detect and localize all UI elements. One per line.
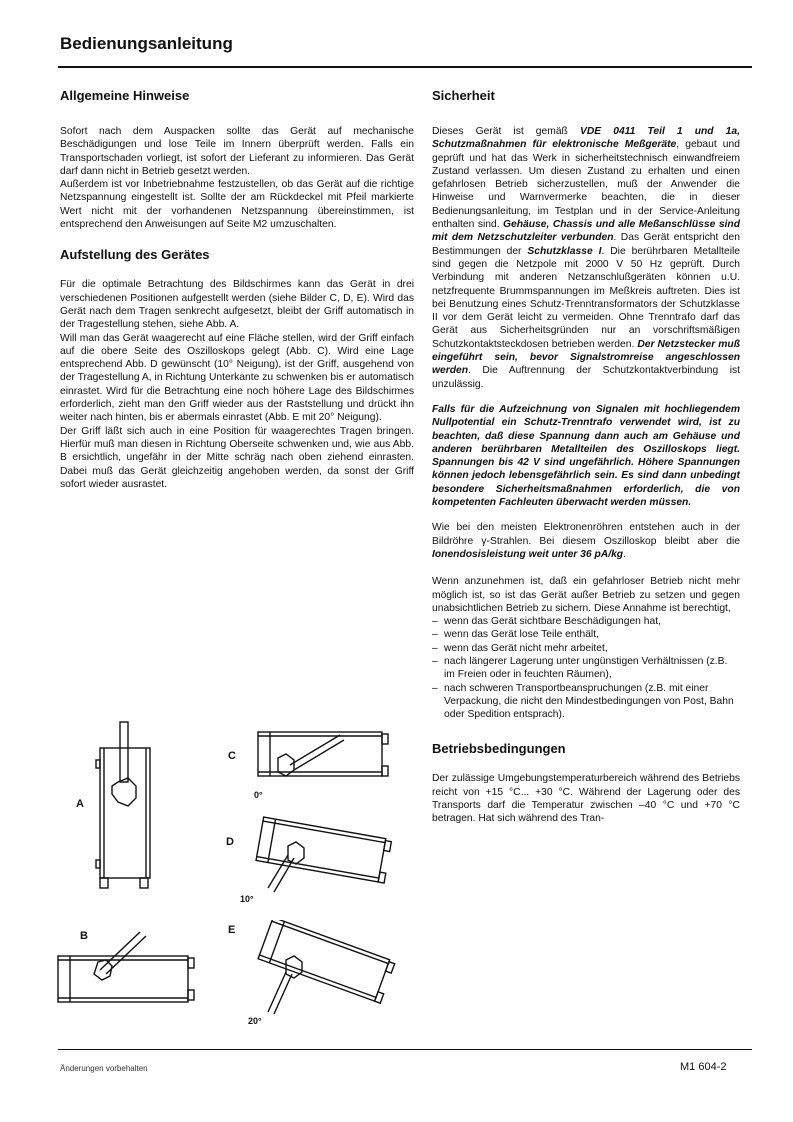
footer-note: Änderungen vorbehalten xyxy=(60,1064,148,1073)
voltage-warning-text: Falls für die Aufzeichnung von Signalen mit hochliegendem Nullpotential ein Schutz-Trenntrafo verwendet wird, ist zu beachten, daß diese Spannung dann auch am Gehäuse und anderen berührbaren Metallteilen des Oszilloskops liegt. Spannungen bis 42 V sind ungefährlich. Höhere Spannungen können jedoch lebensgefährlich sein. Es sind dann unbedingt besondere Sicherheitsmaßnahmen erforderlich, die von kompetenten Fachleuten überwacht werden müssen xyxy=(432,403,740,509)
figure-angle-c: 0° xyxy=(254,790,263,800)
shutdown-conditions-list xyxy=(432,615,740,721)
heading-general: Allgemeine Hinweise xyxy=(60,88,190,103)
figure-c-horizontal xyxy=(250,720,390,790)
shutdown-para: Wenn anzunehmen ist, daß ein gefahrloser Betrieb nicht mehr möglich ist, so ist das Gerät außer Betrieb zu setzen und gegen unabsichtlichen Betrieb zu sichern. Diese Annahme ist berechtigt, xyxy=(432,576,740,614)
figure-angle-d: 10° xyxy=(240,894,254,904)
general-para-2: Außerdem ist vor Inbetriebnahme festzustellen, ob das Gerät auf die richtige Netzspannung eingestellt ist. Sollte der am Rückdeckel mit Pfeil markierte Wert nicht mit der vorhandenen Netzspannung übereinstimmen, ist entsprechend den Anweisungen auf Seite M2 umzuschalten. xyxy=(60,179,414,231)
radiation-text: Wie bei den meisten Elektronenröhren entstehen auch in der Bildröhre γ-Strahlen. Bei diesem Oszilloskop bleibt aber die xyxy=(432,522,740,547)
list-item: – wenn das Gerät sichtbare Beschädigungen hat, xyxy=(432,615,740,628)
safety-text-3: . Das Gerät entspricht den Bestimmungen der xyxy=(432,232,740,257)
safety-text-5: . Die Auftrennung der Schutzkontaktverbindung ist unzulässig. xyxy=(432,365,740,390)
radiation-para xyxy=(432,521,740,561)
figure-a-upright xyxy=(90,720,170,900)
left-column xyxy=(60,86,414,491)
safety-text-2: , gebaut und geprüft und hat das Werk in sicherheitstechnisch einwandfreiem Zustand verlassen. Um diesen Zustand zu erhalten und einen gefahrlosen Betrieb sicherzustellen, muß der Anwender die Hinweise und Warnvermerke beachten, die in dieser Bedienungsanleitung, im Testplan und in der Service-Anleitung enthalten sind. xyxy=(432,139,740,231)
safety-plug-note: Der Netzstecker muß eingeführt sein, bevor Signalstromreise angeschlossen werden xyxy=(432,338,741,377)
list-item: – wenn das Gerät lose Teile enthält, xyxy=(432,628,740,641)
safety-para xyxy=(432,125,740,391)
figure-label-b: B xyxy=(80,930,88,942)
figure-label-d: D xyxy=(226,836,234,848)
page-number: M1 604-2 xyxy=(680,1061,727,1073)
voltage-warning xyxy=(432,403,740,509)
setup-para-2: Will man das Gerät waagerecht auf eine Fläche stellen, wird der Griff einfach auf die obere Seite des Oszilloskops gelegt (Abb. C). Wird eine Lage entsprechend Abb. D gewünscht (10° Neigung), ist der Griff, ausgehend von der Tragestellung A, in Richtung Unterkante zu schwenken bis er automatisch einrastet. Wird für die Betrachtung eine noch höhere Lage des Bildschirmes erforderlich, zieht man den Griff wieder aus der Raststellung und drückt ihn weiter nach hinten, bis er abermals einrastet (Abb. E mit 20° Neigung). xyxy=(60,332,414,424)
safety-ground-note: Gehäuse, Chassis und alle Meßanschlüsse sind mit dem Netzschutzleiter verbunden xyxy=(432,219,740,244)
list-item: – wenn das Gerät nicht mehr arbeitet, xyxy=(432,642,740,655)
heading-safety: Sicherheit xyxy=(432,88,495,103)
figure-e-tilt-20 xyxy=(250,920,400,1020)
safety-class: Schutzklasse I xyxy=(527,245,602,257)
setup-para-3: Der Griff läßt sich auch in eine Position für waagerechtes Tragen bringen. Hierfür muß man diesen in Richtung Oberseite schwenken und, wie aus Abb. B ersichtlich, ungefähr in der Mitte schräg nach oben ziehend einrasten. Dabei muß das Gerät gleichzeitig angehoben werden, da sonst der Griff sofort wieder ausrastet. xyxy=(60,425,414,490)
list-item: – nach schweren Transportbeanspruchungen (z.B. mit einer Verpackung, die nicht den Mindestbedingungen von Post, Bahn oder Spedition entsprach). xyxy=(432,682,740,722)
right-column xyxy=(432,86,740,826)
figure-angle-e: 20° xyxy=(248,1016,262,1026)
general-para-1: Sofort nach dem Auspacken sollte das Gerät auf mechanische Beschädigungen und lose Teile im Innern überprüft werden. Falls ein Transportschaden vorliegt, ist sofort der Lieferant zu informieren. Das Gerät darf dann nicht in Betrieb gesetzt werden. xyxy=(60,126,414,177)
safety-text-4: . Die berührbaren Metallteile sind gegen die Netzpole mit 2000 V 50 Hz geprüft. Durch Verbindung mit anderen Netzanschlußgeräten können u.U. netzfrequente Brummspannungen im Meßkreis auftreten. Dies ist bei Benutzung eines Schutz-Trenntransformators der Schutzklasse II vor dem Gerät leicht zu vermeiden. Ohne Trenntrafo darf das Gerät aus Sicherheitsgründen nur an vorschriftsmäßigen Schutzkontaktsteckdosen betrieben werden. xyxy=(432,245,740,350)
position-figures xyxy=(40,710,420,1040)
setup-para-1: Für die optimale Betrachtung des Bildschirmes kann das Gerät in drei verschiedenen Positionen aufgestellt werden (siehe Bilder C, D, E). Wird das Gerät nach dem Tragen senkrecht aufgesetzt, bleibt der Griff automatisch in der Tragestellung stehen, siehe Abb. A. xyxy=(60,279,414,331)
voltage-warning-end: . xyxy=(688,497,692,509)
figure-label-a: A xyxy=(76,798,84,810)
page-title: Bedienungsanleitung xyxy=(60,34,233,53)
heading-operating-conditions: Betriebsbedingungen xyxy=(432,741,566,757)
figure-label-e: E xyxy=(228,924,236,936)
list-item: – nach längerer Lagerung unter ungünstigen Verhältnissen (z.B. im Freien oder in feuchten Räumen), xyxy=(432,655,740,682)
safety-standard: VDE 0411 Teil 1 und 1a, Schutzmaßnahmen für elektronische Meßgeräte xyxy=(432,126,741,151)
radiation-dose: Ionendosisleistung weit unter 36 pA/kg xyxy=(432,548,624,560)
footer-rule xyxy=(58,1049,752,1050)
operating-conditions-para: Der zulässige Umgebungstemperaturbereich während des Betriebs reicht von +15 °C... +30 °C. Während der Lagerung oder des Transports darf die Temperatur zwischen –40 °C und +70 °C betragen. Hat sich während des Tran- xyxy=(432,773,740,825)
figure-label-c: C xyxy=(228,750,236,762)
heading-setup: Aufstellung des Gerätes xyxy=(60,247,210,263)
safety-text-1: Dieses Gerät ist gemäß xyxy=(432,126,580,137)
figure-d-tilt-10 xyxy=(248,810,398,900)
header-rule xyxy=(58,66,752,68)
figure-b-carry xyxy=(50,926,200,1016)
radiation-end: . xyxy=(623,548,626,560)
